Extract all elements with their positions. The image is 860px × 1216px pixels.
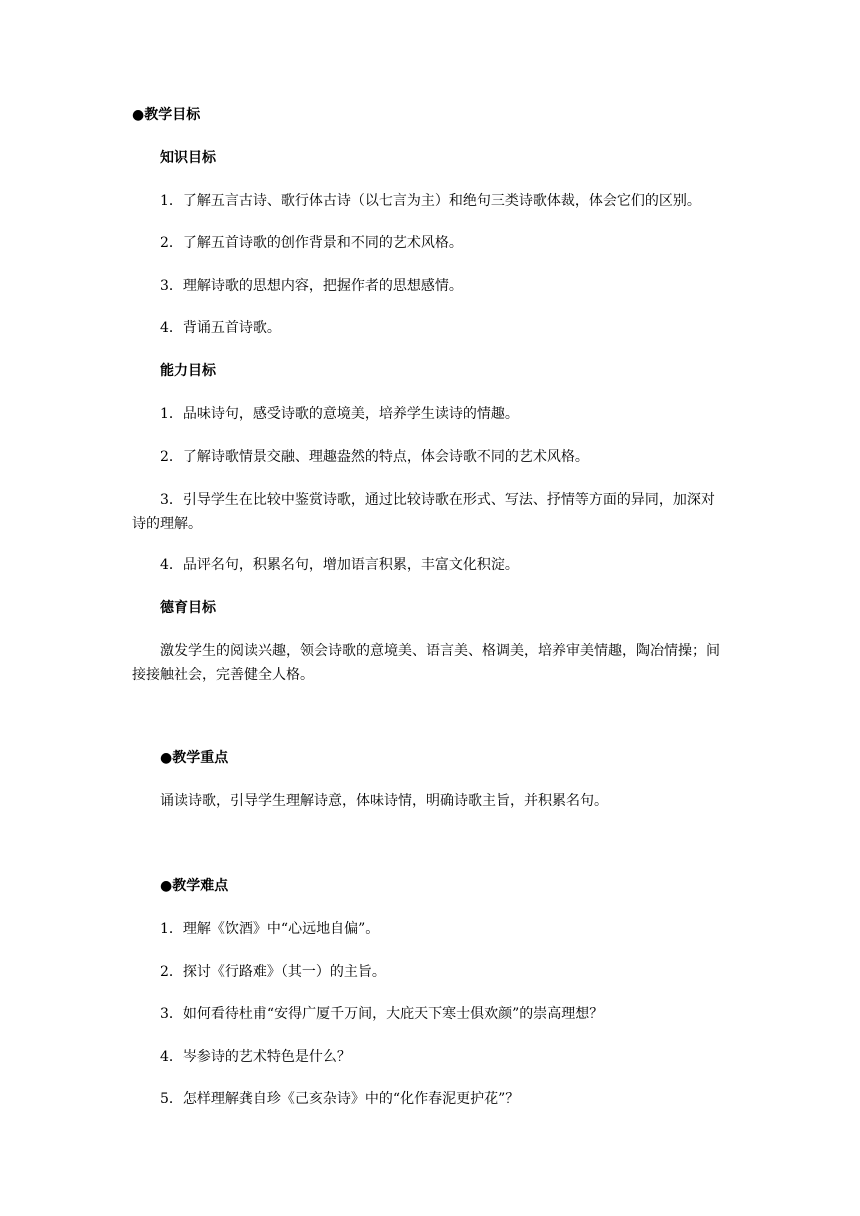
moral-heading: 德育目标 xyxy=(160,600,216,616)
knowledge-heading: 知识目标 xyxy=(160,150,216,166)
knowledge-item-1: 1．了解五言古诗、歌行体古诗（以七言为主）和绝句三类诗歌体裁，体会它们的区别。 xyxy=(160,193,701,209)
difficulty-item-1: 1．理解《饮酒》中“心远地自偏”。 xyxy=(160,921,380,937)
difficulty-item-5: 5．怎样理解龚自珍《己亥杂诗》中的“化作春泥更护花”？ xyxy=(160,1091,520,1107)
difficulties-heading: ●教学难点 xyxy=(160,878,229,894)
ability-item-2: 2．了解诗歌情景交融、理趣盎然的特点，体会诗歌不同的艺术风格。 xyxy=(160,449,589,465)
moral-text: 激发学生的阅读兴趣，领会诗歌的意境美、语言美、格调美，培养审美情趣，陶冶情操；间接接触社会，完善健全人格。 xyxy=(132,643,720,683)
ability-item-3: 3．引导学生在比较中鉴赏诗歌，通过比较诗歌在形式、写法、抒情等方面的异同，加深对诗的理解。 xyxy=(132,492,715,532)
difficulty-item-3: 3．如何看待杜甫“安得广厦千万间，大庇天下寒士俱欢颜”的崇高理想？ xyxy=(160,1006,604,1022)
ability-heading: 能力目标 xyxy=(160,363,216,379)
knowledge-item-4: 4．背诵五首诗歌。 xyxy=(160,320,281,336)
ability-item-1: 1．品味诗句，感受诗歌的意境美，培养学生读诗的情趣。 xyxy=(160,406,519,422)
key-points-heading: ●教学重点 xyxy=(160,750,229,766)
objectives-heading: ●教学目标 xyxy=(132,107,201,123)
difficulty-item-2: 2．探讨《行路难》（其一）的主旨。 xyxy=(160,964,386,980)
knowledge-item-2: 2．了解五首诗歌的创作背景和不同的艺术风格。 xyxy=(160,235,463,251)
knowledge-item-3: 3．理解诗歌的思想内容，把握作者的思想感情。 xyxy=(160,278,463,294)
ability-item-4: 4．品评名句，积累名句，增加语言积累，丰富文化积淀。 xyxy=(160,557,519,573)
difficulty-item-4: 4．岑参诗的艺术特色是什么？ xyxy=(160,1049,351,1065)
key-points-text: 诵读诗歌，引导学生理解诗意，体味诗情，明确诗歌主旨，并积累名句。 xyxy=(160,793,608,809)
